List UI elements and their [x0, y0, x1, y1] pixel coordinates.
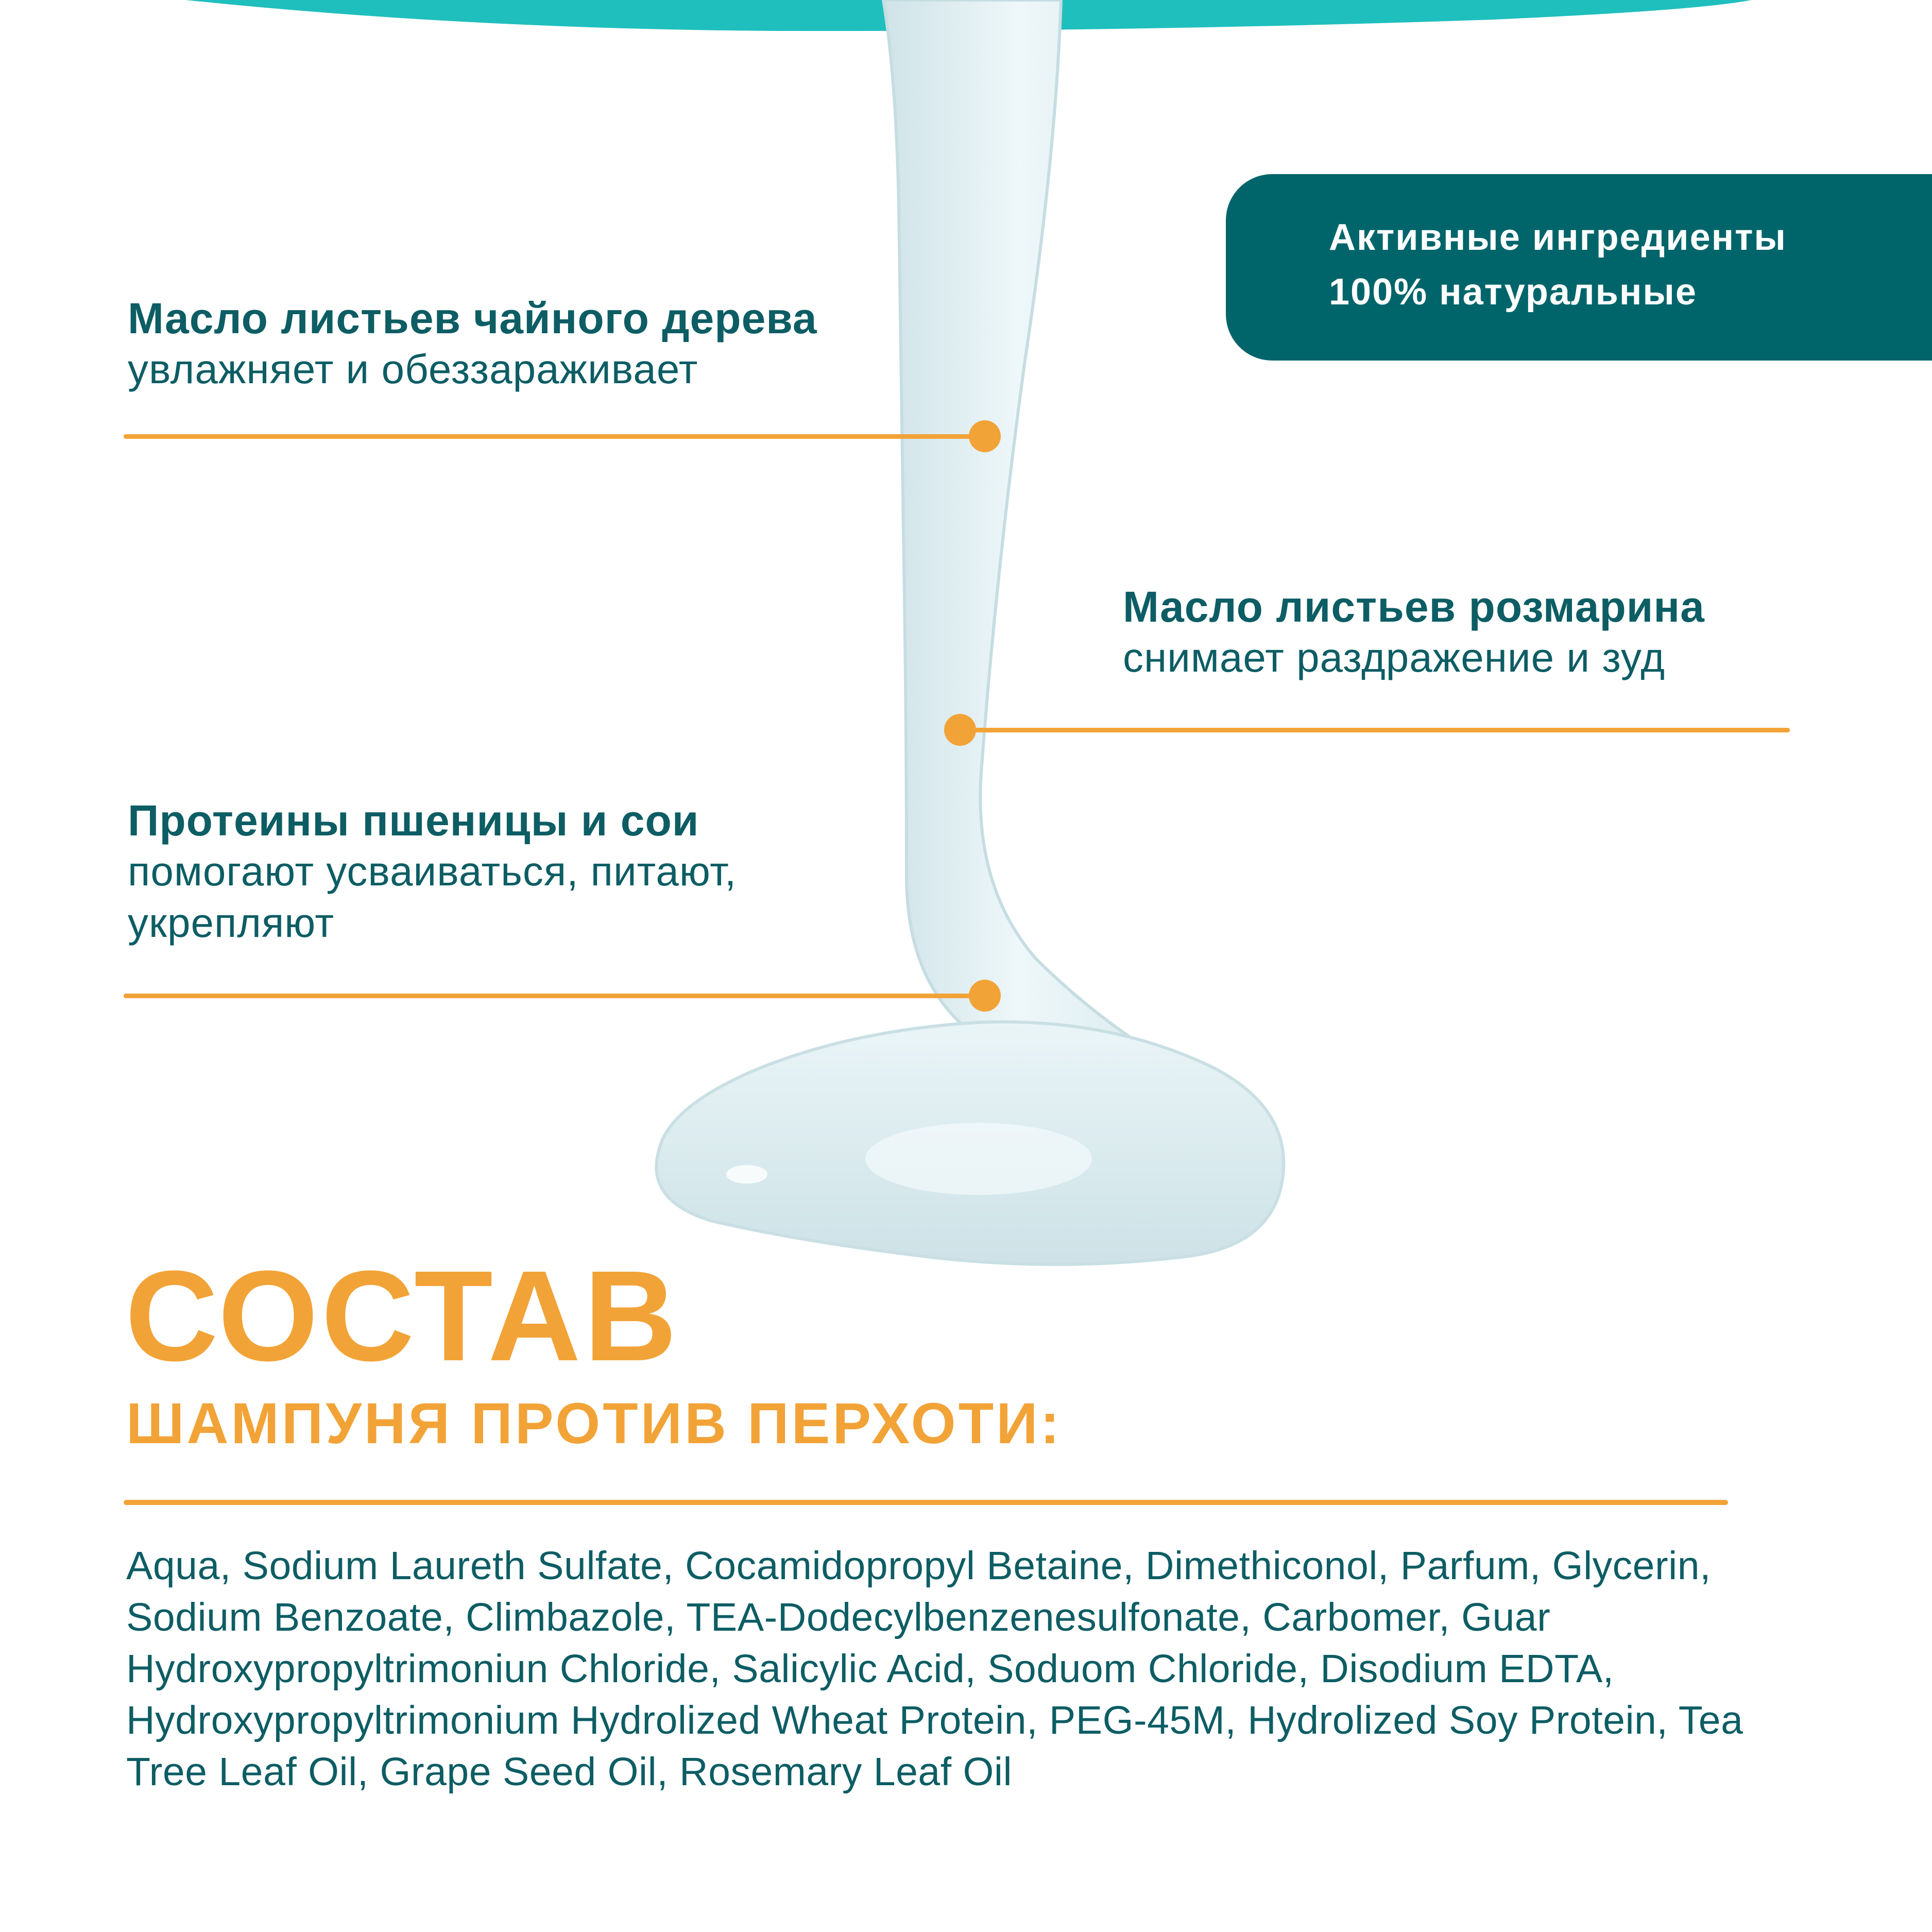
callout-desc: увлажняет и обеззараживает	[128, 346, 698, 392]
leader-line	[958, 728, 1790, 732]
callout-rosemary	[1123, 582, 1705, 683]
callout-title: Масло листьев чайного дерева	[128, 294, 817, 343]
leader-dot	[969, 420, 1001, 452]
callout-desc: помогают усваиваться, питают,	[128, 848, 737, 894]
ingredients-list: Aqua, Sodium Laureth Sulfate, Cocamidopropyl Betaine, Dimethiconol, Parfum, Glycerin, Sodium Benzoate, Climbazole, TEA-Dodecylbenzenesulfonate, Carbomer, Guar Hydroxypropyltrimoniun Chloride, Salicylic Acid, Soduom Chloride, Disodium EDTA, Hydroxypropyltrimonium Hydrolized Wheat Protein, PEG-45M, Hydrolized Soy Protein, Tea Tree Leaf Oil, Grape Seed Oil, Rosemary Leaf Oil	[126, 1544, 1743, 1794]
callout-proteins	[128, 796, 737, 949]
composition-heading: СОСТАВ	[125, 1244, 680, 1388]
callout-tea-tree	[128, 294, 817, 395]
composition-subheading: ШАМПУНЯ ПРОТИВ ПЕРХОТИ:	[126, 1391, 1062, 1456]
heading-divider	[124, 1500, 1728, 1505]
shampoo-gel-image	[883, 0, 1185, 1107]
badge-line-2: 100% натуральные	[1329, 271, 1697, 313]
callout-desc: укрепляют	[128, 900, 335, 946]
callout-title: Протеины пшеницы и сои	[128, 796, 699, 845]
leader-line	[124, 994, 989, 998]
callout-title: Масло листьев розмарина	[1123, 583, 1705, 631]
callout-desc: снимает раздражение и зуд	[1123, 635, 1666, 680]
leader-dot	[969, 980, 1001, 1012]
natural-ingredients-badge	[1226, 174, 1932, 361]
badge-line-1: Активные ингредиенты	[1329, 217, 1787, 258]
leader-line	[124, 434, 989, 439]
